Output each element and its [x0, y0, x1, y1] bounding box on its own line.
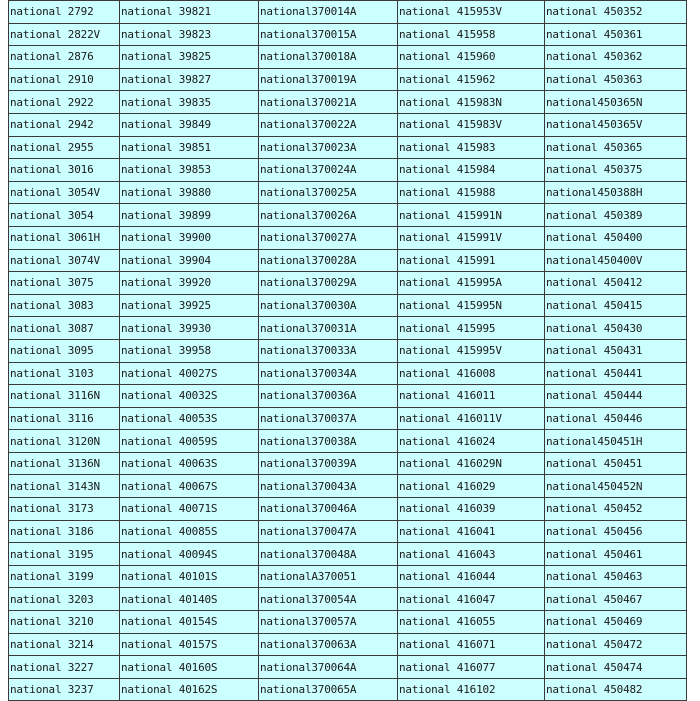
- table-row: [9, 272, 687, 295]
- table-row: [9, 1, 687, 24]
- table-row: [9, 520, 687, 543]
- table-cell: national 450352: [545, 1, 687, 24]
- table-cell: national370025A: [259, 181, 398, 204]
- table-cell: national 416047: [398, 588, 545, 611]
- table-cell: national 450463: [545, 565, 687, 588]
- table-row: [9, 430, 687, 453]
- table-cell: national370065A: [259, 678, 398, 701]
- table-cell: national 450474: [545, 656, 687, 679]
- table-cell: national450400V: [545, 249, 687, 272]
- table-cell: national 450461: [545, 543, 687, 566]
- table-cell: national 416011: [398, 385, 545, 408]
- table-cell: national370014A: [259, 1, 398, 24]
- table-cell: national 40154S: [120, 611, 259, 634]
- table-cell: national 450472: [545, 633, 687, 656]
- table-cell: national370037A: [259, 407, 398, 430]
- table-cell: national 39899: [120, 204, 259, 227]
- table-cell: national450365V: [545, 113, 687, 136]
- table-cell: national450365N: [545, 91, 687, 114]
- table-cell: national 3237: [9, 678, 120, 701]
- table-cell: national 40063S: [120, 452, 259, 475]
- table-row: [9, 68, 687, 91]
- table-cell: national370063A: [259, 633, 398, 656]
- table-cell: national 415962: [398, 68, 545, 91]
- table-cell: national370019A: [259, 68, 398, 91]
- table-cell: national 415988: [398, 181, 545, 204]
- table-cell: national 40101S: [120, 565, 259, 588]
- table-cell: national 415958: [398, 23, 545, 46]
- table-row: [9, 452, 687, 475]
- table-cell: national 415995: [398, 317, 545, 340]
- table-cell: national 3199: [9, 565, 120, 588]
- table-cell: national 450400: [545, 226, 687, 249]
- table-row: [9, 91, 687, 114]
- table-cell: national 39825: [120, 46, 259, 69]
- table-cell: national 2942: [9, 113, 120, 136]
- table-cell: national 39920: [120, 272, 259, 295]
- table-cell: national 450452: [545, 498, 687, 521]
- table-cell: national370038A: [259, 430, 398, 453]
- table-cell: national 40059S: [120, 430, 259, 453]
- table-cell: national 3186: [9, 520, 120, 543]
- table-cell: national 450469: [545, 611, 687, 634]
- table-row: [9, 633, 687, 656]
- table-cell: national370048A: [259, 543, 398, 566]
- table-cell: national 3203: [9, 588, 120, 611]
- table-cell: national 416102: [398, 678, 545, 701]
- table-row: [9, 339, 687, 362]
- table-cell: national450452N: [545, 475, 687, 498]
- table-cell: national 450389: [545, 204, 687, 227]
- table-row: [9, 159, 687, 182]
- table-cell: national 39904: [120, 249, 259, 272]
- table-cell: national 39900: [120, 226, 259, 249]
- parts-table: [8, 0, 687, 701]
- table-cell: national 450430: [545, 317, 687, 340]
- table-row: [9, 249, 687, 272]
- table-cell: national 39827: [120, 68, 259, 91]
- table-cell: national 415991: [398, 249, 545, 272]
- table-cell: national 40160S: [120, 656, 259, 679]
- table-cell: national 3210: [9, 611, 120, 634]
- table-row: [9, 385, 687, 408]
- table-row: [9, 475, 687, 498]
- table-cell: national 415991N: [398, 204, 545, 227]
- table-cell: national 40027S: [120, 362, 259, 385]
- table-cell: national 40157S: [120, 633, 259, 656]
- table-cell: national 415983: [398, 136, 545, 159]
- table-cell: national370026A: [259, 204, 398, 227]
- table-cell: national 40053S: [120, 407, 259, 430]
- table-cell: national 3061H: [9, 226, 120, 249]
- table-cell: national 415995V: [398, 339, 545, 362]
- table-cell: nationalA370051: [259, 565, 398, 588]
- table-cell: national 39835: [120, 91, 259, 114]
- table-cell: national 3227: [9, 656, 120, 679]
- table-cell: national 40085S: [120, 520, 259, 543]
- table-row: [9, 113, 687, 136]
- table-cell: national 416008: [398, 362, 545, 385]
- table-cell: national 3195: [9, 543, 120, 566]
- table-cell: national 450444: [545, 385, 687, 408]
- table-row: [9, 362, 687, 385]
- table-cell: national370064A: [259, 656, 398, 679]
- table-cell: national 450467: [545, 588, 687, 611]
- table-cell: national 415995N: [398, 294, 545, 317]
- table-cell: national 39849: [120, 113, 259, 136]
- table-cell: national 450451: [545, 452, 687, 475]
- table-cell: national 2876: [9, 46, 120, 69]
- table-row: [9, 46, 687, 69]
- table-row: [9, 656, 687, 679]
- table-cell: national 450363: [545, 68, 687, 91]
- table-cell: national 39853: [120, 159, 259, 182]
- table-cell: national 3054: [9, 204, 120, 227]
- table-cell: national370022A: [259, 113, 398, 136]
- table-cell: national 450431: [545, 339, 687, 362]
- table-row: [9, 678, 687, 701]
- table-row: [9, 226, 687, 249]
- table-cell: national 39880: [120, 181, 259, 204]
- table-cell: national 416024: [398, 430, 545, 453]
- table-cell: national370054A: [259, 588, 398, 611]
- table-cell: national370023A: [259, 136, 398, 159]
- table-cell: national 415995A: [398, 272, 545, 295]
- table-cell: national 39823: [120, 23, 259, 46]
- table-row: [9, 498, 687, 521]
- table-cell: national 40162S: [120, 678, 259, 701]
- table-cell: national 450362: [545, 46, 687, 69]
- table-cell: national370043A: [259, 475, 398, 498]
- table-cell: national450388H: [545, 181, 687, 204]
- table-cell: national370039A: [259, 452, 398, 475]
- table-cell: national370047A: [259, 520, 398, 543]
- table-cell: national 39958: [120, 339, 259, 362]
- table-cell: national 3075: [9, 272, 120, 295]
- table-cell: national 3083: [9, 294, 120, 317]
- table-cell: national 415991V: [398, 226, 545, 249]
- table-cell: national 450412: [545, 272, 687, 295]
- table-row: [9, 565, 687, 588]
- table-cell: national 3120N: [9, 430, 120, 453]
- table-cell: national 39851: [120, 136, 259, 159]
- table-row: [9, 407, 687, 430]
- table-cell: national 2922: [9, 91, 120, 114]
- table-cell: national370029A: [259, 272, 398, 295]
- table-row: [9, 181, 687, 204]
- table-cell: national 3074V: [9, 249, 120, 272]
- table-cell: national 2910: [9, 68, 120, 91]
- table-cell: national 39821: [120, 1, 259, 24]
- table-cell: national 2955: [9, 136, 120, 159]
- table-row: [9, 611, 687, 634]
- table-cell: national 3214: [9, 633, 120, 656]
- table-cell: national 3054V: [9, 181, 120, 204]
- table-cell: national 40071S: [120, 498, 259, 521]
- table-cell: national 450375: [545, 159, 687, 182]
- table-cell: national 415953V: [398, 1, 545, 24]
- table-row: [9, 294, 687, 317]
- table-cell: national 415984: [398, 159, 545, 182]
- table-cell: national 40032S: [120, 385, 259, 408]
- table-cell: national 450441: [545, 362, 687, 385]
- parts-table-body: [9, 1, 687, 701]
- table-cell: national 3095: [9, 339, 120, 362]
- table-cell: national 3116: [9, 407, 120, 430]
- table-row: [9, 136, 687, 159]
- table-row: [9, 317, 687, 340]
- table-cell: national 3136N: [9, 452, 120, 475]
- table-cell: national370057A: [259, 611, 398, 634]
- table-cell: national 40094S: [120, 543, 259, 566]
- table-cell: national 40140S: [120, 588, 259, 611]
- table-cell: national 416041: [398, 520, 545, 543]
- table-cell: national 450482: [545, 678, 687, 701]
- table-cell: national370015A: [259, 23, 398, 46]
- table-cell: national 39925: [120, 294, 259, 317]
- table-cell: national 450456: [545, 520, 687, 543]
- table-cell: national 415983V: [398, 113, 545, 136]
- table-cell: national 416055: [398, 611, 545, 634]
- table-cell: national 450361: [545, 23, 687, 46]
- table-cell: national 416043: [398, 543, 545, 566]
- table-row: [9, 543, 687, 566]
- table-row: [9, 23, 687, 46]
- table-cell: national 2822V: [9, 23, 120, 46]
- table-cell: national370024A: [259, 159, 398, 182]
- table-cell: national370033A: [259, 339, 398, 362]
- table-cell: national 416011V: [398, 407, 545, 430]
- table-cell: national 450365: [545, 136, 687, 159]
- table-cell: national 3103: [9, 362, 120, 385]
- table-cell: national370027A: [259, 226, 398, 249]
- table-cell: national370046A: [259, 498, 398, 521]
- table-cell: national 3116N: [9, 385, 120, 408]
- table-cell: national370034A: [259, 362, 398, 385]
- table-cell: national 416071: [398, 633, 545, 656]
- table-cell: national 416077: [398, 656, 545, 679]
- table-cell: national 416029N: [398, 452, 545, 475]
- table-cell: national 416039: [398, 498, 545, 521]
- table-cell: national 3016: [9, 159, 120, 182]
- table-cell: national 3173: [9, 498, 120, 521]
- table-cell: national 415983N: [398, 91, 545, 114]
- table-cell: national370031A: [259, 317, 398, 340]
- table-cell: national 416029: [398, 475, 545, 498]
- table-cell: national 415960: [398, 46, 545, 69]
- table-row: [9, 204, 687, 227]
- table-cell: national370028A: [259, 249, 398, 272]
- table-cell: national 416044: [398, 565, 545, 588]
- table-cell: national 3143N: [9, 475, 120, 498]
- table-cell: national 450415: [545, 294, 687, 317]
- table-cell: national450451H: [545, 430, 687, 453]
- table-cell: national370030A: [259, 294, 398, 317]
- table-cell: national370021A: [259, 91, 398, 114]
- table-cell: national370018A: [259, 46, 398, 69]
- table-cell: national 450446: [545, 407, 687, 430]
- table-cell: national 40067S: [120, 475, 259, 498]
- table-cell: national 39930: [120, 317, 259, 340]
- table-cell: national370036A: [259, 385, 398, 408]
- table-row: [9, 588, 687, 611]
- table-cell: national 2792: [9, 1, 120, 24]
- table-cell: national 3087: [9, 317, 120, 340]
